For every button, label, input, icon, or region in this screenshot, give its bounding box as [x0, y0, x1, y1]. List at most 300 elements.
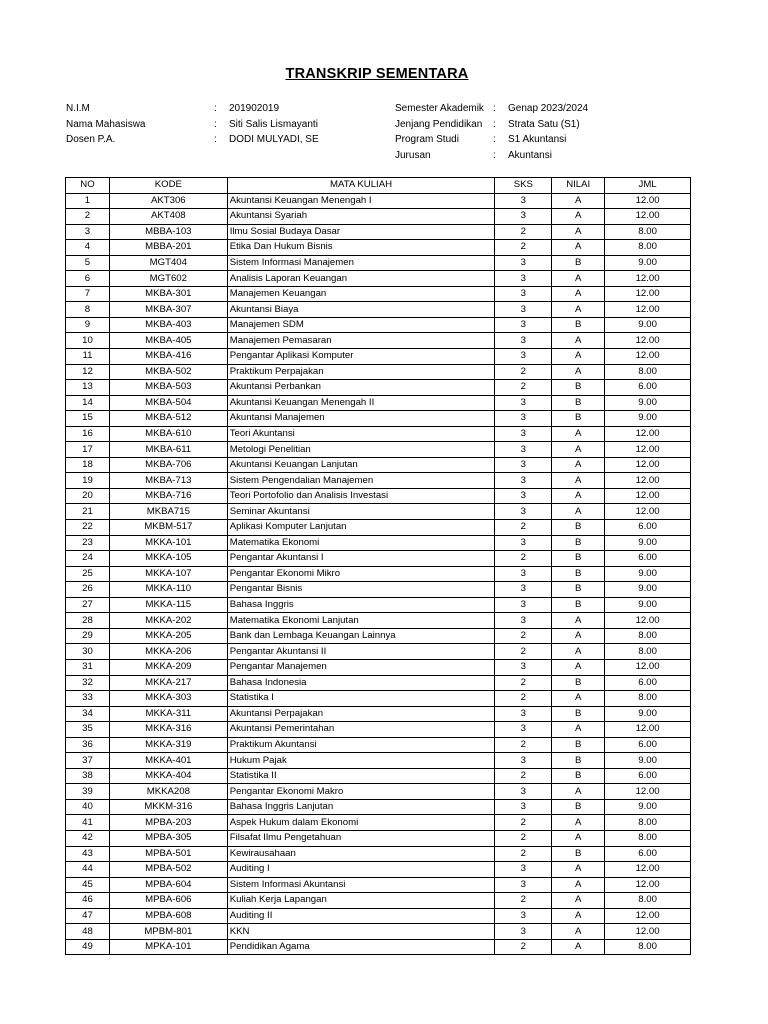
page-title: TRANSKRIP SEMENTARA	[285, 66, 469, 82]
cell-no: 42	[66, 830, 110, 846]
table-row	[66, 255, 691, 271]
cell-nilai: A	[552, 628, 605, 644]
cell-jml: 12.00	[605, 349, 691, 365]
cell-jml: 6.00	[605, 737, 691, 753]
cell-jml: 12.00	[605, 862, 691, 878]
table-row	[66, 240, 691, 256]
cell-jml: 12.00	[605, 426, 691, 442]
student-info-left	[66, 101, 319, 148]
cell-kode: MKBA-610	[109, 426, 227, 442]
info-separator: :	[214, 118, 217, 130]
cell-nilai: A	[552, 442, 605, 458]
cell-mata-kuliah: Statistika I	[227, 691, 495, 707]
cell-kode: MKBA-706	[109, 457, 227, 473]
cell-kode: MPBA-604	[109, 877, 227, 893]
cell-sks: 2	[495, 939, 552, 955]
cell-mata-kuliah: Pengantar Ekonomi Mikro	[227, 566, 495, 582]
cell-kode: MPBM-801	[109, 924, 227, 940]
cell-mata-kuliah: Matematika Ekonomi Lanjutan	[227, 613, 495, 629]
cell-mata-kuliah: Akuntansi Manajemen	[227, 411, 495, 427]
cell-nilai: A	[552, 488, 605, 504]
cell-sks: 3	[495, 908, 552, 924]
table-row	[66, 691, 691, 707]
table-header-row	[66, 178, 691, 194]
cell-kode: MKBA-713	[109, 473, 227, 489]
cell-no: 30	[66, 644, 110, 660]
cell-kode: MKKA-101	[109, 535, 227, 551]
cell-mata-kuliah: Kewirausahaan	[227, 846, 495, 862]
cell-mata-kuliah: Sistem Informasi Akuntansi	[227, 877, 495, 893]
cell-no: 47	[66, 908, 110, 924]
cell-sks: 3	[495, 426, 552, 442]
cell-jml: 6.00	[605, 768, 691, 784]
cell-jml: 9.00	[605, 255, 691, 271]
table-row	[66, 768, 691, 784]
cell-mata-kuliah: Auditing I	[227, 862, 495, 878]
cell-no: 46	[66, 893, 110, 909]
cell-no: 34	[66, 706, 110, 722]
cell-no: 10	[66, 333, 110, 349]
cell-mata-kuliah: Akuntansi Biaya	[227, 302, 495, 318]
cell-jml: 12.00	[605, 908, 691, 924]
cell-no: 43	[66, 846, 110, 862]
cell-nilai: B	[552, 411, 605, 427]
cell-mata-kuliah: Akuntansi Perpajakan	[227, 706, 495, 722]
left-row	[66, 117, 319, 133]
header-nilai: NILAI	[552, 178, 605, 194]
cell-no: 35	[66, 722, 110, 738]
cell-mata-kuliah: Bahasa Inggris Lanjutan	[227, 799, 495, 815]
cell-jml: 9.00	[605, 582, 691, 598]
cell-sks: 2	[495, 520, 552, 536]
cell-mata-kuliah: Akuntansi Keuangan Menengah I	[227, 193, 495, 209]
cell-nilai: B	[552, 551, 605, 567]
cell-no: 48	[66, 924, 110, 940]
cell-kode: MKKA-202	[109, 613, 227, 629]
table-row	[66, 504, 691, 520]
cell-sks: 2	[495, 691, 552, 707]
cell-jml: 12.00	[605, 209, 691, 225]
cell-mata-kuliah: Pengantar Bisnis	[227, 582, 495, 598]
cell-nilai: A	[552, 613, 605, 629]
cell-no: 5	[66, 255, 110, 271]
cell-no: 18	[66, 457, 110, 473]
cell-kode: MKKA-303	[109, 691, 227, 707]
table-row	[66, 893, 691, 909]
cell-nilai: A	[552, 877, 605, 893]
cell-jml: 12.00	[605, 286, 691, 302]
cell-sks: 3	[495, 799, 552, 815]
cell-no: 27	[66, 597, 110, 613]
cell-mata-kuliah: Manajemen Keuangan	[227, 286, 495, 302]
cell-jml: 8.00	[605, 939, 691, 955]
table-row	[66, 799, 691, 815]
cell-no: 3	[66, 224, 110, 240]
cell-mata-kuliah: Aspek Hukum dalam Ekonomi	[227, 815, 495, 831]
cell-no: 21	[66, 504, 110, 520]
table-row	[66, 846, 691, 862]
table-row	[66, 333, 691, 349]
header-jml: JML	[605, 178, 691, 194]
cell-mata-kuliah: Auditing II	[227, 908, 495, 924]
cell-jml: 8.00	[605, 240, 691, 256]
cell-no: 15	[66, 411, 110, 427]
table-row	[66, 706, 691, 722]
cell-nilai: A	[552, 271, 605, 287]
header-sks: SKS	[495, 178, 552, 194]
cell-jml: 9.00	[605, 395, 691, 411]
cell-sks: 3	[495, 442, 552, 458]
cell-mata-kuliah: Manajemen SDM	[227, 317, 495, 333]
cell-kode: MKKA-217	[109, 675, 227, 691]
header-mata-kuliah: MATA KULIAH	[227, 178, 495, 194]
cell-jml: 12.00	[605, 442, 691, 458]
left-row	[66, 132, 319, 148]
table-row	[66, 830, 691, 846]
cell-mata-kuliah: Akuntansi Syariah	[227, 209, 495, 225]
cell-kode: MKKA-316	[109, 722, 227, 738]
cell-mata-kuliah: Sistem Informasi Manajemen	[227, 255, 495, 271]
cell-nilai: A	[552, 193, 605, 209]
cell-nilai: B	[552, 317, 605, 333]
cell-sks: 3	[495, 722, 552, 738]
cell-nilai: A	[552, 302, 605, 318]
cell-kode: MKBA-504	[109, 395, 227, 411]
info-label: Nama Mahasiswa	[66, 118, 146, 130]
cell-kode: MKBA715	[109, 504, 227, 520]
cell-no: 41	[66, 815, 110, 831]
cell-sks: 3	[495, 862, 552, 878]
cell-sks: 3	[495, 706, 552, 722]
cell-no: 49	[66, 939, 110, 955]
cell-jml: 8.00	[605, 628, 691, 644]
cell-sks: 3	[495, 473, 552, 489]
cell-kode: MBBA-103	[109, 224, 227, 240]
table-row	[66, 582, 691, 598]
table-row	[66, 520, 691, 536]
info-separator: :	[493, 118, 496, 130]
cell-kode: MKKM-316	[109, 799, 227, 815]
cell-jml: 9.00	[605, 597, 691, 613]
cell-jml: 6.00	[605, 380, 691, 396]
cell-jml: 8.00	[605, 364, 691, 380]
cell-no: 12	[66, 364, 110, 380]
right-row	[395, 148, 588, 164]
cell-nilai: A	[552, 939, 605, 955]
cell-nilai: A	[552, 364, 605, 380]
cell-nilai: B	[552, 737, 605, 753]
cell-kode: MKKA-110	[109, 582, 227, 598]
cell-mata-kuliah: Hukum Pajak	[227, 753, 495, 769]
info-separator: :	[493, 149, 496, 161]
table-row	[66, 349, 691, 365]
cell-kode: MKKA-115	[109, 597, 227, 613]
cell-mata-kuliah: Etika Dan Hukum Bisnis	[227, 240, 495, 256]
cell-jml: 12.00	[605, 457, 691, 473]
cell-sks: 3	[495, 349, 552, 365]
cell-nilai: B	[552, 582, 605, 598]
table-row	[66, 613, 691, 629]
cell-sks: 3	[495, 193, 552, 209]
info-separator: :	[493, 134, 496, 145]
cell-kode: MKBA-405	[109, 333, 227, 349]
cell-sks: 2	[495, 628, 552, 644]
cell-kode: MKKA-206	[109, 644, 227, 660]
cell-jml: 12.00	[605, 271, 691, 287]
cell-sks: 3	[495, 286, 552, 302]
info-separator: :	[214, 103, 217, 114]
cell-jml: 9.00	[605, 566, 691, 582]
cell-jml: 12.00	[605, 722, 691, 738]
cell-sks: 2	[495, 815, 552, 831]
cell-nilai: B	[552, 753, 605, 769]
cell-nilai: B	[552, 846, 605, 862]
cell-kode: MPBA-501	[109, 846, 227, 862]
info-label: Jurusan	[395, 149, 431, 161]
cell-jml: 9.00	[605, 411, 691, 427]
cell-sks: 3	[495, 333, 552, 349]
cell-nilai: A	[552, 426, 605, 442]
cell-jml: 12.00	[605, 613, 691, 629]
cell-jml: 12.00	[605, 488, 691, 504]
cell-nilai: B	[552, 520, 605, 536]
cell-mata-kuliah: Ilmu Sosial Budaya Dasar	[227, 224, 495, 240]
cell-jml: 9.00	[605, 753, 691, 769]
cell-kode: MKKA-209	[109, 659, 227, 675]
cell-no: 14	[66, 395, 110, 411]
cell-no: 25	[66, 566, 110, 582]
cell-no: 24	[66, 551, 110, 567]
cell-no: 11	[66, 349, 110, 365]
cell-kode: MKBA-307	[109, 302, 227, 318]
cell-sks: 3	[495, 613, 552, 629]
cell-nilai: B	[552, 799, 605, 815]
table-row	[66, 877, 691, 893]
cell-no: 7	[66, 286, 110, 302]
cell-no: 36	[66, 737, 110, 753]
grades-table-body	[66, 193, 691, 955]
cell-jml: 6.00	[605, 520, 691, 536]
cell-kode: MKBA-512	[109, 411, 227, 427]
table-row	[66, 457, 691, 473]
cell-nilai: B	[552, 706, 605, 722]
table-row	[66, 286, 691, 302]
info-value: DODI MULYADI, SE	[229, 134, 319, 145]
cell-kode: MKBA-716	[109, 488, 227, 504]
cell-no: 29	[66, 628, 110, 644]
info-label: Program Studi	[395, 134, 459, 145]
cell-no: 45	[66, 877, 110, 893]
cell-mata-kuliah: Praktikum Perpajakan	[227, 364, 495, 380]
cell-kode: MKKA-107	[109, 566, 227, 582]
cell-jml: 8.00	[605, 691, 691, 707]
info-label: Semester Akademik	[395, 103, 484, 114]
table-row	[66, 395, 691, 411]
cell-jml: 8.00	[605, 644, 691, 660]
info-separator: :	[493, 103, 496, 114]
cell-jml: 12.00	[605, 473, 691, 489]
cell-no: 37	[66, 753, 110, 769]
cell-jml: 6.00	[605, 675, 691, 691]
cell-no: 40	[66, 799, 110, 815]
cell-kode: MPKA-101	[109, 939, 227, 955]
cell-sks: 2	[495, 768, 552, 784]
cell-sks: 2	[495, 830, 552, 846]
cell-no: 6	[66, 271, 110, 287]
cell-jml: 12.00	[605, 924, 691, 940]
cell-nilai: A	[552, 286, 605, 302]
table-row	[66, 426, 691, 442]
cell-mata-kuliah: Pengantar Akuntansi I	[227, 551, 495, 567]
cell-no: 38	[66, 768, 110, 784]
cell-jml: 12.00	[605, 504, 691, 520]
cell-no: 1	[66, 193, 110, 209]
cell-nilai: A	[552, 473, 605, 489]
cell-nilai: A	[552, 240, 605, 256]
cell-nilai: A	[552, 893, 605, 909]
cell-kode: MPBA-305	[109, 830, 227, 846]
table-row	[66, 411, 691, 427]
header-no: NO	[66, 178, 110, 194]
cell-sks: 3	[495, 597, 552, 613]
cell-nilai: A	[552, 722, 605, 738]
table-row	[66, 551, 691, 567]
table-row	[66, 488, 691, 504]
table-row	[66, 193, 691, 209]
table-row	[66, 659, 691, 675]
cell-sks: 2	[495, 846, 552, 862]
cell-mata-kuliah: Kuliah Kerja Lapangan	[227, 893, 495, 909]
cell-nilai: B	[552, 380, 605, 396]
cell-jml: 12.00	[605, 784, 691, 800]
info-label: Dosen P.A.	[66, 134, 116, 145]
cell-sks: 3	[495, 753, 552, 769]
cell-kode: MKBA-503	[109, 380, 227, 396]
cell-sks: 3	[495, 209, 552, 225]
header-kode: KODE	[109, 178, 227, 194]
cell-sks: 2	[495, 364, 552, 380]
student-info-right	[395, 101, 588, 163]
cell-no: 33	[66, 691, 110, 707]
cell-kode: MKKA-319	[109, 737, 227, 753]
table-row	[66, 364, 691, 380]
cell-kode: AKT306	[109, 193, 227, 209]
cell-mata-kuliah: Seminar Akuntansi	[227, 504, 495, 520]
cell-jml: 8.00	[605, 224, 691, 240]
cell-mata-kuliah: Matematika Ekonomi	[227, 535, 495, 551]
cell-kode: AKT408	[109, 209, 227, 225]
cell-kode: MKBM-517	[109, 520, 227, 536]
table-row	[66, 862, 691, 878]
cell-nilai: B	[552, 597, 605, 613]
cell-sks: 3	[495, 488, 552, 504]
cell-mata-kuliah: Pengantar Aplikasi Komputer	[227, 349, 495, 365]
cell-kode: MKKA-205	[109, 628, 227, 644]
cell-mata-kuliah: Sistem Pengendalian Manajemen	[227, 473, 495, 489]
cell-no: 8	[66, 302, 110, 318]
cell-kode: MGT404	[109, 255, 227, 271]
cell-mata-kuliah: Praktikum Akuntansi	[227, 737, 495, 753]
cell-no: 13	[66, 380, 110, 396]
cell-nilai: A	[552, 815, 605, 831]
cell-sks: 3	[495, 566, 552, 582]
cell-sks: 3	[495, 302, 552, 318]
cell-sks: 3	[495, 271, 552, 287]
table-row	[66, 753, 691, 769]
cell-sks: 3	[495, 659, 552, 675]
table-row	[66, 302, 691, 318]
table-row	[66, 924, 691, 940]
cell-no: 26	[66, 582, 110, 598]
cell-mata-kuliah: Pendidikan Agama	[227, 939, 495, 955]
cell-sks: 3	[495, 504, 552, 520]
table-row	[66, 628, 691, 644]
cell-mata-kuliah: Metologi Penelitian	[227, 442, 495, 458]
cell-sks: 2	[495, 224, 552, 240]
cell-kode: MKKA-401	[109, 753, 227, 769]
cell-kode: MKBA-416	[109, 349, 227, 365]
cell-jml: 12.00	[605, 877, 691, 893]
cell-sks: 2	[495, 675, 552, 691]
cell-nilai: A	[552, 659, 605, 675]
info-value: 201902019	[229, 103, 280, 114]
cell-nilai: B	[552, 395, 605, 411]
cell-kode: MKBA-502	[109, 364, 227, 380]
cell-sks: 3	[495, 877, 552, 893]
cell-mata-kuliah: Filsafat Ilmu Pengetahuan	[227, 830, 495, 846]
cell-mata-kuliah: Analisis Laporan Keuangan	[227, 271, 495, 287]
cell-nilai: A	[552, 784, 605, 800]
cell-sks: 2	[495, 644, 552, 660]
cell-nilai: A	[552, 924, 605, 940]
cell-nilai: B	[552, 675, 605, 691]
cell-sks: 3	[495, 535, 552, 551]
table-row	[66, 597, 691, 613]
cell-no: 20	[66, 488, 110, 504]
cell-nilai: A	[552, 830, 605, 846]
info-separator: :	[214, 134, 217, 145]
table-row	[66, 784, 691, 800]
info-value: Akuntansi	[508, 149, 552, 161]
info-label: N.I.M	[66, 103, 90, 114]
cell-kode: MKKA-311	[109, 706, 227, 722]
cell-mata-kuliah: Manajemen Pemasaran	[227, 333, 495, 349]
cell-mata-kuliah: Aplikasi Komputer Lanjutan	[227, 520, 495, 536]
cell-sks: 2	[495, 551, 552, 567]
cell-mata-kuliah: Pengantar Akuntansi II	[227, 644, 495, 660]
info-label: Jenjang Pendidikan	[395, 118, 483, 130]
cell-nilai: A	[552, 862, 605, 878]
cell-nilai: A	[552, 349, 605, 365]
cell-no: 28	[66, 613, 110, 629]
cell-nilai: A	[552, 908, 605, 924]
cell-sks: 2	[495, 737, 552, 753]
info-value: Genap 2023/2024	[508, 103, 589, 114]
cell-kode: MPBA-608	[109, 908, 227, 924]
cell-jml: 6.00	[605, 846, 691, 862]
cell-kode: MKKA-404	[109, 768, 227, 784]
cell-mata-kuliah: Teori Akuntansi	[227, 426, 495, 442]
info-value: Strata Satu (S1)	[508, 118, 580, 130]
cell-jml: 8.00	[605, 830, 691, 846]
table-row	[66, 566, 691, 582]
cell-jml: 12.00	[605, 302, 691, 318]
cell-no: 44	[66, 862, 110, 878]
table-row	[66, 939, 691, 955]
left-row	[66, 101, 319, 117]
cell-kode: MKKA208	[109, 784, 227, 800]
cell-sks: 3	[495, 457, 552, 473]
